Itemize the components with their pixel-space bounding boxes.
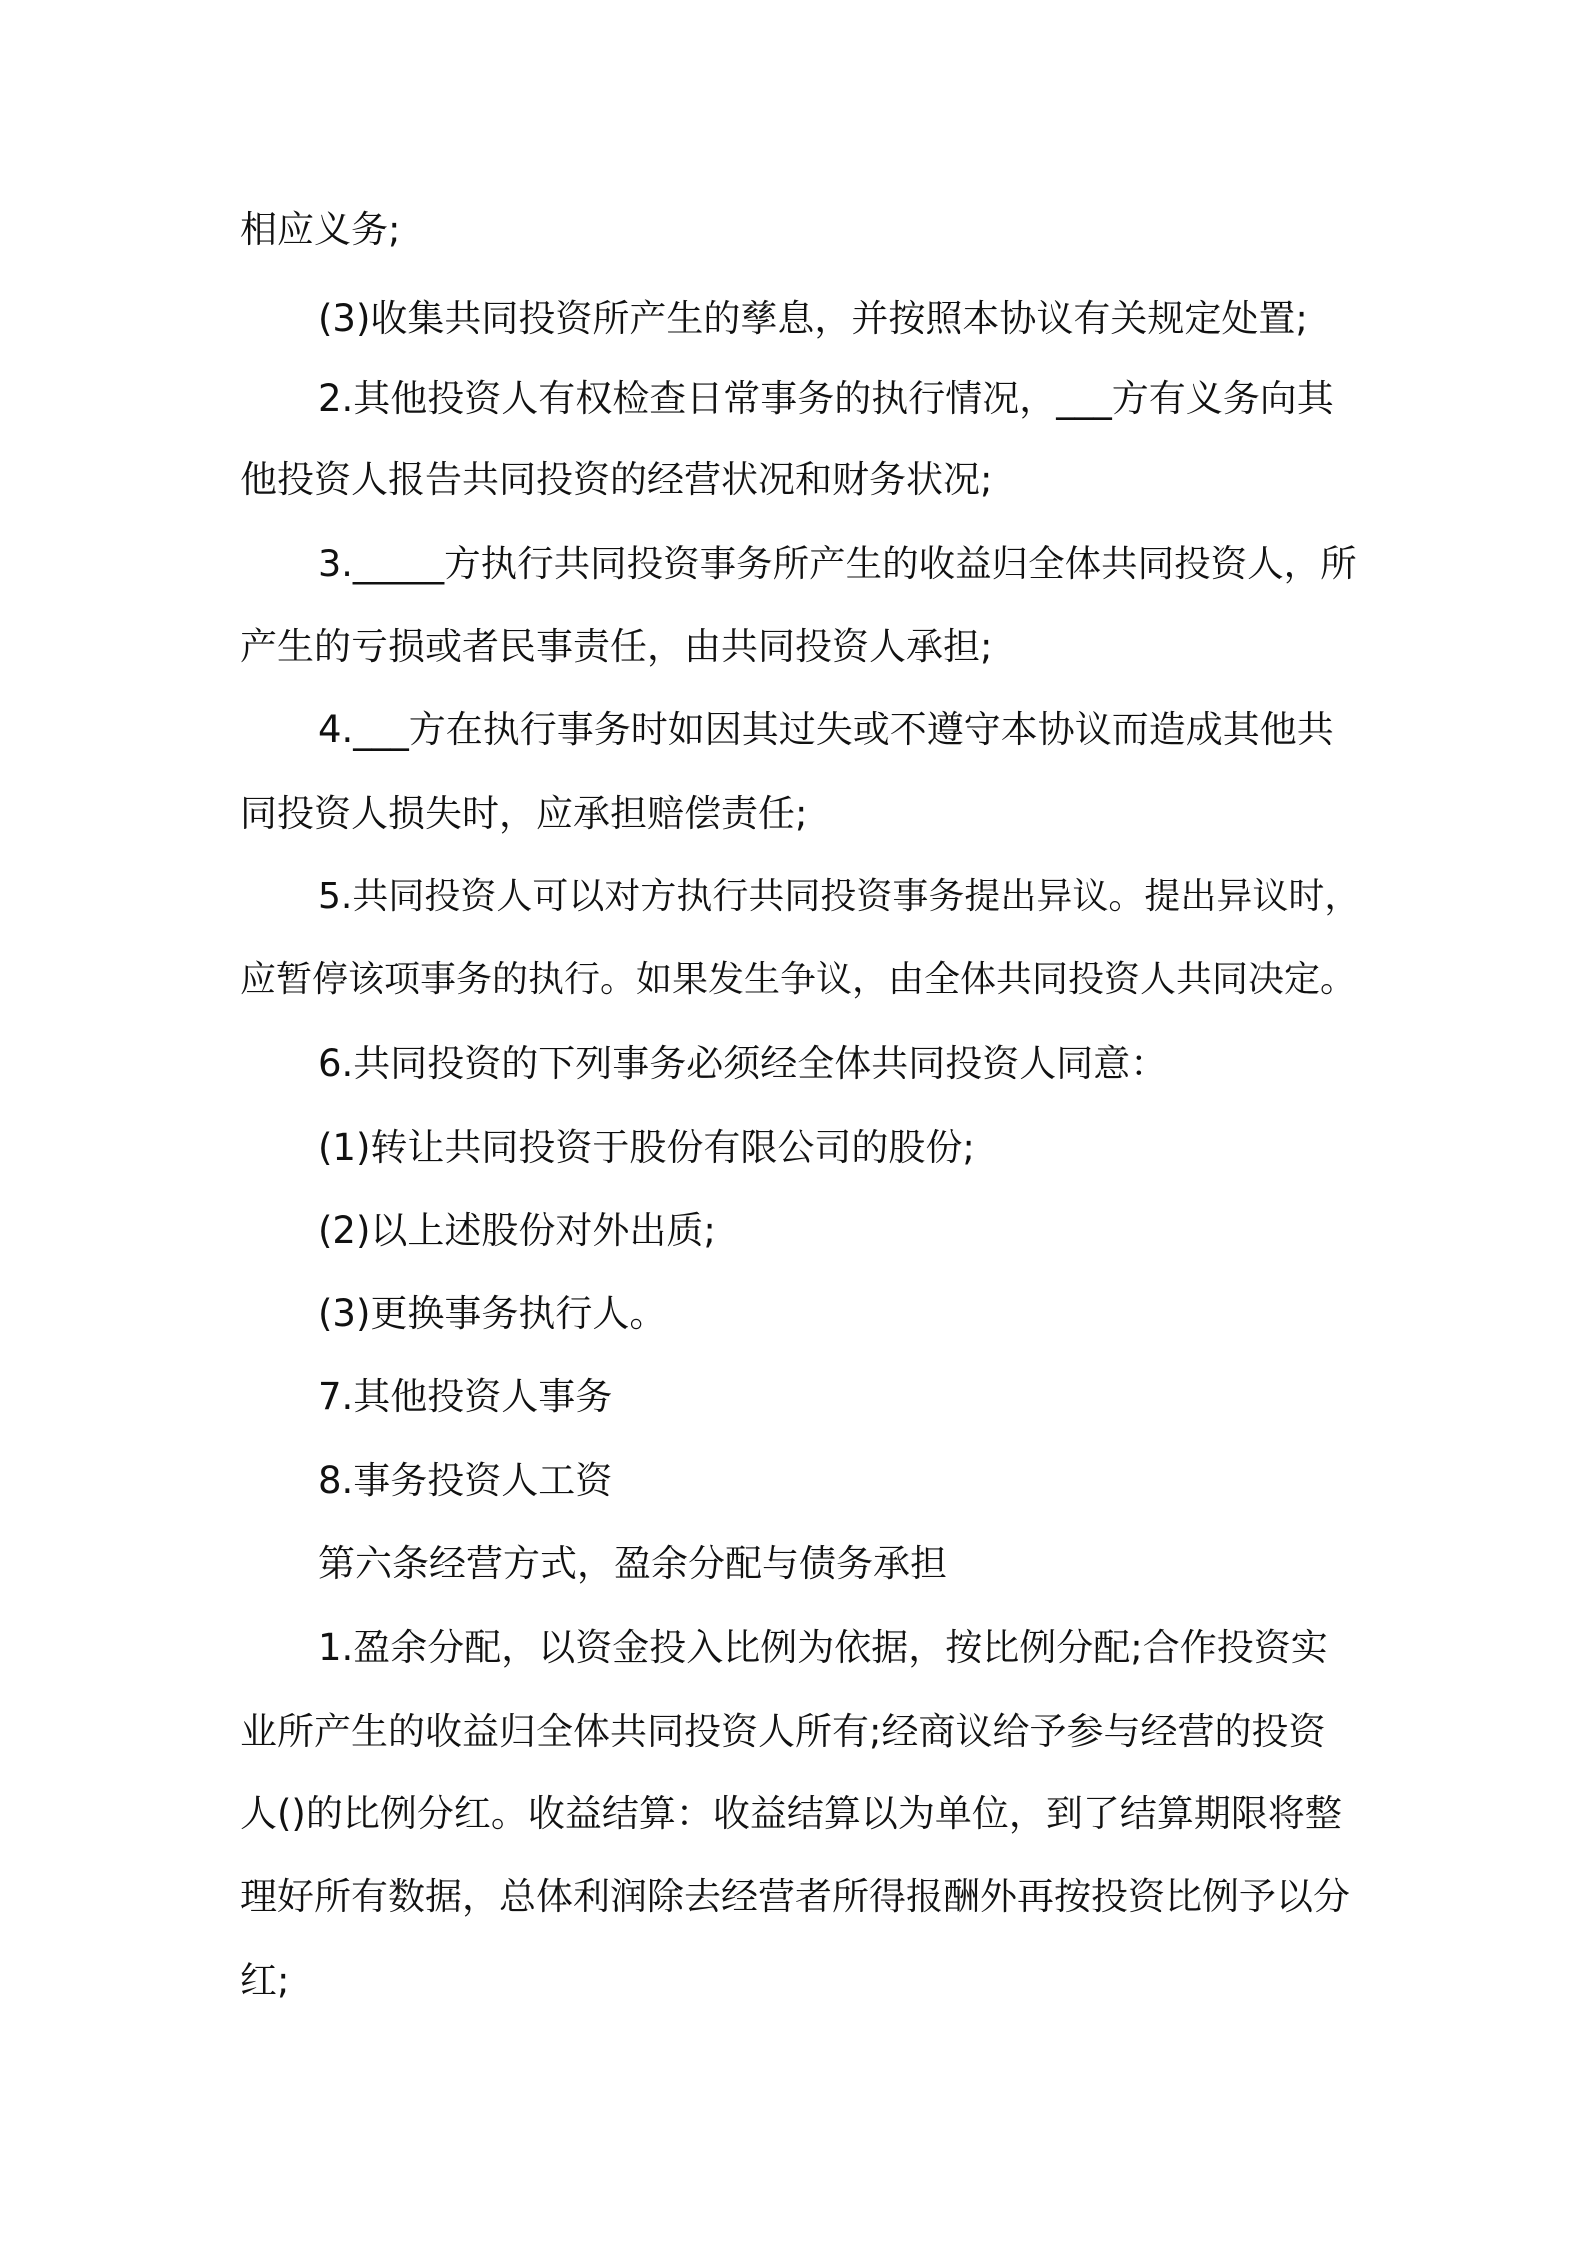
text-line: 7.其他投资人事务	[318, 1375, 613, 1418]
text-line: 人()的比例分红。收益结算：收益结算以为单位，到了结算期限将整	[240, 1792, 1342, 1835]
text-line: (1)转让共同投资于股份有限公司的股份;	[318, 1126, 975, 1169]
text-line: 相应义务;	[240, 208, 401, 251]
text-line: 应暂停该项事务的执行。如果发生争议，由全体共同投资人共同决定。	[240, 959, 1357, 1000]
text-line: 2.其他投资人有权检查日常事务的执行情况，___方有义务向其	[318, 377, 1334, 420]
text-line: 3._____方执行共同投资事务所产生的收益归全体共同投资人，所	[318, 542, 1357, 585]
text-line: 4.___方在执行事务时如因其过失或不遵守本协议而造成其他共	[318, 708, 1334, 751]
text-line: 业所产生的收益归全体共同投资人所有;经商议给予参与经营的投资	[240, 1710, 1326, 1753]
text-line: (2)以上述股份对外出质;	[318, 1209, 716, 1252]
section-heading: 第六条经营方式，盈余分配与债务承担	[318, 1542, 947, 1585]
text-line: 红;	[240, 1959, 290, 2002]
text-line: 产生的亏损或者民事责任，由共同投资人承担;	[240, 625, 993, 668]
text-line: 8.事务投资人工资	[318, 1459, 613, 1502]
text-line: (3)收集共同投资所产生的孳息，并按照本协议有关规定处置;	[318, 297, 1308, 340]
text-line: (3)更换事务执行人。	[318, 1292, 667, 1335]
text-line: 同投资人损失时，应承担赔偿责任;	[240, 792, 808, 835]
text-line: 5.共同投资人可以对方执行共同投资事务提出异议。提出异议时，	[318, 876, 1361, 917]
text-line: 6.共同投资的下列事务必须经全体共同投资人同意：	[318, 1042, 1168, 1085]
text-line: 理好所有数据，总体利润除去经营者所得报酬外再按投资比例予以分	[240, 1875, 1350, 1918]
text-line: 他投资人报告共同投资的经营状况和财务状况;	[240, 458, 993, 501]
text-line: 1.盈余分配，以资金投入比例为依据，按比例分配;合作投资实	[318, 1626, 1328, 1669]
